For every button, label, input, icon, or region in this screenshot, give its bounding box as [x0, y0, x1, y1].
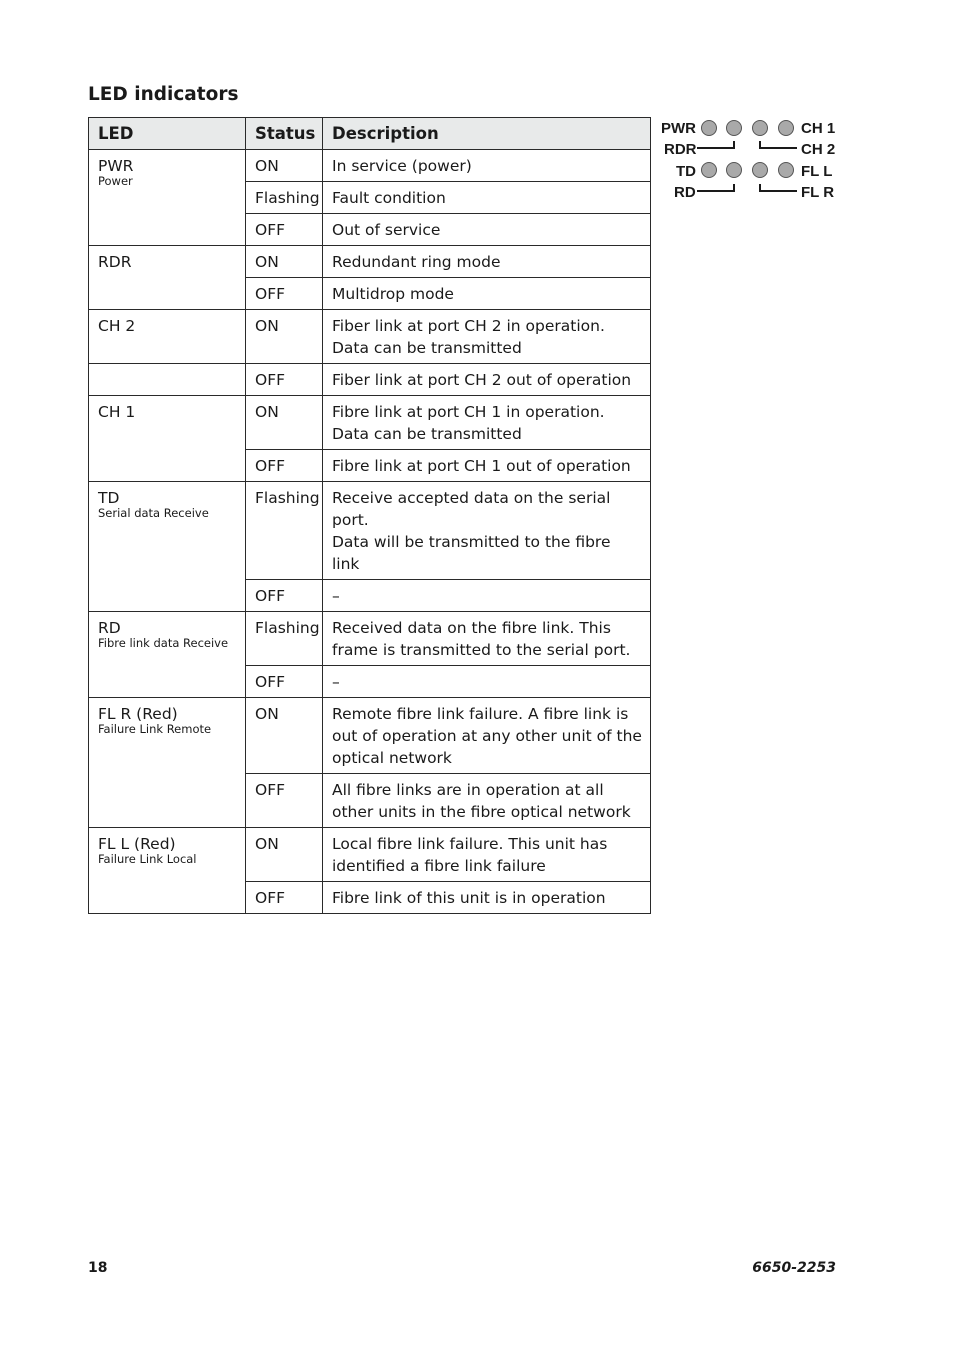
- led-subtitle: Power: [98, 174, 133, 188]
- led-td-icon: [702, 163, 717, 178]
- led-cell: [89, 698, 246, 828]
- led-name: FL R (Red): [98, 705, 178, 723]
- led-label-rdr: RDR: [664, 141, 697, 158]
- led-subtitle: Serial data Receive: [98, 506, 209, 520]
- led-cell: [89, 150, 246, 246]
- table-row: [89, 246, 651, 278]
- description-cell: Fiber link at port CH 2 out of operation: [323, 364, 651, 396]
- led-name: CH 1: [98, 403, 136, 421]
- description-cell: Remote fibre link failure. A fibre link is out of operation at any other unit of the optical network: [323, 698, 651, 774]
- led-subtitle: Failure Link Remote: [98, 722, 212, 736]
- led-cell: [89, 828, 246, 914]
- led-label-ch1: CH 1: [801, 120, 836, 137]
- description-cell: Out of service: [323, 214, 651, 246]
- description-cell: Redundant ring mode: [323, 246, 651, 278]
- led-rdr-icon: [727, 121, 742, 136]
- status-cell: OFF: [246, 580, 323, 612]
- description-cell: –: [323, 580, 651, 612]
- description-cell: In service (power): [323, 150, 651, 182]
- led-cell: [89, 310, 246, 364]
- description-cell: Fibre link of this unit is in operation: [323, 882, 651, 914]
- led-label-ch2: CH 2: [801, 141, 836, 158]
- led-label-pwr: PWR: [661, 120, 696, 137]
- rd-leader-line: [697, 184, 734, 191]
- status-cell: ON: [246, 828, 323, 882]
- page-number: 18: [88, 1260, 108, 1276]
- status-cell: ON: [246, 246, 323, 278]
- led-cell: [89, 396, 246, 482]
- led-cell: [89, 364, 246, 396]
- table-body: [89, 150, 651, 914]
- status-cell: OFF: [246, 774, 323, 828]
- led-cell: [89, 246, 246, 310]
- description-cell: Received data on the fibre link. This frame is transmitted to the serial port.: [323, 612, 651, 666]
- led-label-td: TD: [676, 163, 696, 180]
- status-cell: OFF: [246, 364, 323, 396]
- status-cell: OFF: [246, 882, 323, 914]
- status-cell: Flashing: [246, 612, 323, 666]
- led-label-rd: RD: [674, 184, 696, 201]
- table-row: [89, 698, 651, 774]
- led-rd-icon: [727, 163, 742, 178]
- table-row: [89, 482, 651, 580]
- led-label-fll: FL L: [801, 163, 833, 180]
- led-subtitle: Failure Link Local: [98, 852, 197, 866]
- led-ch2-icon: [753, 121, 768, 136]
- led-panel-diagram: [655, 112, 845, 207]
- table-row: [89, 396, 651, 450]
- header-description: Description: [323, 118, 651, 150]
- led-fll-icon: [753, 163, 768, 178]
- led-name: PWR: [98, 157, 134, 175]
- ch2-leader-line: [760, 141, 797, 148]
- table-row: [89, 310, 651, 364]
- led-indicator-table: [88, 117, 651, 914]
- status-cell: ON: [246, 150, 323, 182]
- table-row: [89, 612, 651, 666]
- status-cell: Flashing: [246, 482, 323, 580]
- status-cell: OFF: [246, 666, 323, 698]
- header-status: Status: [246, 118, 323, 150]
- table-row: [89, 364, 651, 396]
- led-label-flr: FL R: [801, 184, 835, 201]
- status-cell: OFF: [246, 450, 323, 482]
- led-name: CH 2: [98, 317, 136, 335]
- led-name: RDR: [98, 253, 132, 271]
- description-cell: Multidrop mode: [323, 278, 651, 310]
- status-cell: ON: [246, 310, 323, 364]
- document-number: 6650-2253: [752, 1260, 836, 1276]
- description-cell: Fibre link at port CH 1 in operation. Data can be transmitted: [323, 396, 651, 450]
- table-row: [89, 828, 651, 882]
- table-header-row: [89, 118, 651, 150]
- led-flr-icon: [779, 163, 794, 178]
- status-cell: Flashing: [246, 182, 323, 214]
- header-led: LED: [89, 118, 246, 150]
- led-pwr-icon: [702, 121, 717, 136]
- description-cell: Local fibre link failure. This unit has identified a fibre link failure: [323, 828, 651, 882]
- led-ch1-icon: [779, 121, 794, 136]
- description-cell: Fibre link at port CH 1 out of operation: [323, 450, 651, 482]
- status-cell: ON: [246, 396, 323, 450]
- flr-leader-line: [760, 184, 797, 191]
- status-cell: ON: [246, 698, 323, 774]
- led-name: RD: [98, 619, 121, 637]
- rdr-leader-line: [697, 141, 734, 148]
- led-subtitle: Fibre link data Receive: [98, 636, 229, 650]
- status-cell: OFF: [246, 214, 323, 246]
- description-cell: –: [323, 666, 651, 698]
- description-cell: Fiber link at port CH 2 in operation. Data can be transmitted: [323, 310, 651, 364]
- led-cell: [89, 482, 246, 612]
- description-cell: Fault condition: [323, 182, 651, 214]
- description-cell: All fibre links are in operation at all other units in the fibre optical network: [323, 774, 651, 828]
- table-row: [89, 150, 651, 182]
- description-cell: Receive accepted data on the serial port. Data will be transmitted to the fibre link: [323, 482, 651, 580]
- led-name: FL L (Red): [98, 835, 176, 853]
- section-title: LED indicators: [88, 84, 239, 105]
- led-cell: [89, 612, 246, 698]
- status-cell: OFF: [246, 278, 323, 310]
- led-name: TD: [98, 489, 120, 507]
